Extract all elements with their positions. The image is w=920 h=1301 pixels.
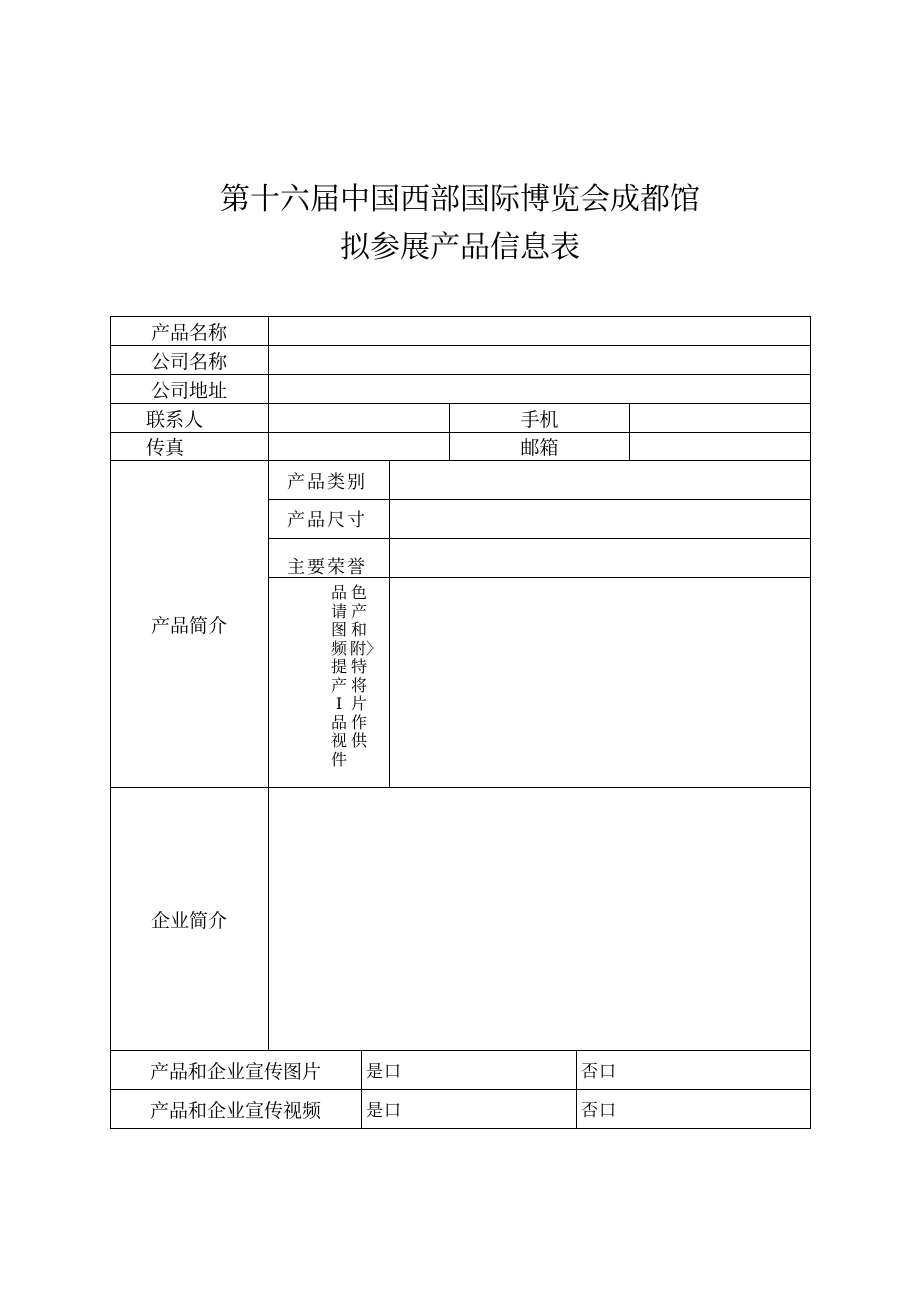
contact-label: 联系人: [146, 408, 204, 431]
honors-field[interactable]: [390, 539, 810, 577]
company-intro-field[interactable]: [269, 788, 810, 1050]
company-name-label: 公司名称: [150, 350, 227, 373]
promo-videos-no-checkbox[interactable]: 否口: [581, 1101, 617, 1121]
company-address-field[interactable]: [269, 375, 810, 403]
product-size-field[interactable]: [390, 500, 810, 538]
product-category-label: 产品类别: [287, 471, 367, 493]
company-address-label: 公司地址: [150, 379, 227, 402]
company-intro-label: 企业简介: [150, 909, 227, 932]
company-name-field[interactable]: [269, 346, 810, 374]
form-subtitle: 拟参展产品信息表: [340, 230, 580, 265]
product-features-field[interactable]: [390, 578, 810, 787]
contact-field[interactable]: [269, 404, 449, 432]
product-category-field[interactable]: [390, 462, 810, 499]
features-label-column-1: 色产和附〉特将片作供: [350, 583, 383, 750]
product-features-label: [328, 583, 383, 784]
promo-images-no-checkbox[interactable]: 否口: [581, 1062, 617, 1082]
email-label: 邮箱: [520, 437, 559, 459]
promo-images-yes-checkbox[interactable]: 是口: [366, 1062, 402, 1082]
promo-videos-yes-checkbox[interactable]: 是口: [366, 1101, 402, 1121]
promo-images-label: 产品和企业宣传图片: [149, 1060, 321, 1083]
features-label-column-2: 品请图频提产I品视件: [330, 583, 347, 769]
mobile-label: 手机: [520, 408, 559, 431]
product-name-label: 产品名称: [150, 321, 227, 344]
email-field[interactable]: [630, 433, 810, 460]
product-name-field[interactable]: [269, 317, 810, 345]
honors-label: 主要荣誉: [287, 557, 367, 578]
promo-videos-label: 产品和企业宣传视频: [149, 1099, 321, 1122]
fax-field[interactable]: [269, 433, 449, 460]
product-intro-label: 产品简介: [150, 614, 227, 637]
product-size-label: 产品尺寸: [287, 510, 367, 531]
form-title: 第十六届中国西部国际博览会成都馆: [220, 182, 700, 217]
fax-label: 传真: [146, 437, 185, 459]
mobile-field[interactable]: [630, 404, 810, 432]
